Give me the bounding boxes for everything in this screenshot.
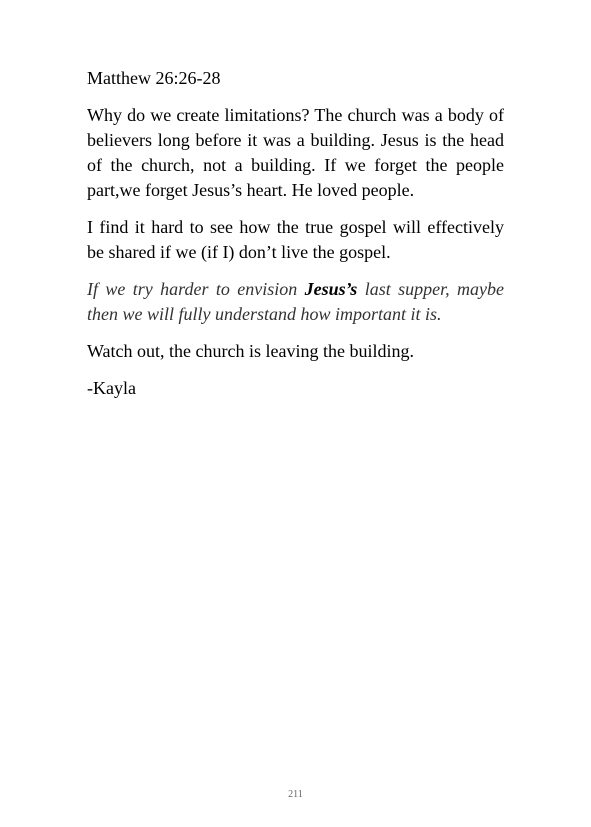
- paragraph-last-supper-end: last supper, maybe then we will fully understand how important it is.: [87, 279, 504, 324]
- page-content: [87, 66, 504, 401]
- paragraph-last-supper-emphasis: Jesus’s: [304, 279, 358, 299]
- signature: -Kayla: [87, 378, 136, 398]
- paragraph-closing: Watch out, the church is leaving the building.: [87, 341, 414, 361]
- page-number: 211: [288, 789, 303, 800]
- paragraph-limitations: Why do we create limitations? The church was a body of believers long before it was a building. Jesus is the head of the church, not a building. If we forget the people part,we forget Jesus’s heart. He loved people.: [87, 105, 504, 200]
- paragraph-gospel: I find it hard to see how the true gospel will effectively be shared if we (if I) don’t live the gospel.: [87, 217, 504, 262]
- paragraph-last-supper: [87, 277, 504, 327]
- scripture-reference: Matthew 26:26-28: [87, 68, 221, 88]
- paragraph-last-supper-start: If we try harder to envision: [87, 279, 305, 299]
